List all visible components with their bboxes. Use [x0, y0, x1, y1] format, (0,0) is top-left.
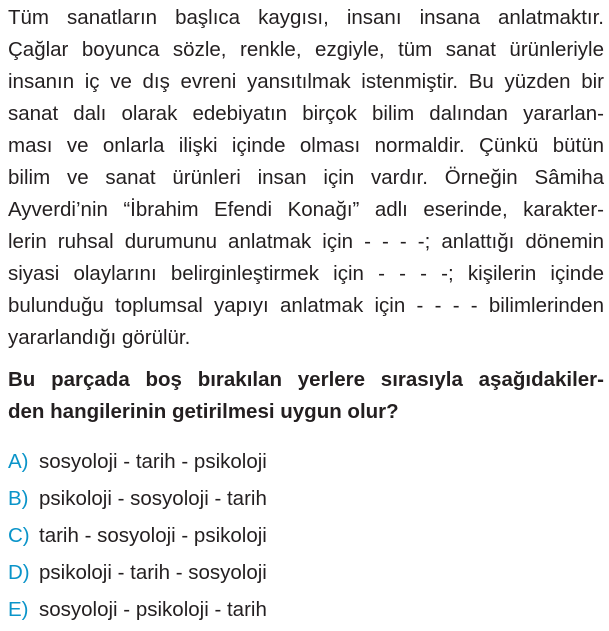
option-a[interactable]	[8, 443, 604, 480]
question-page	[8, 2, 604, 628]
reading-passage	[8, 2, 604, 354]
option-c[interactable]	[8, 517, 604, 554]
passage-line: bilim ve sanat ürünleri insan için vardır. Örneğin Sâmiha	[8, 166, 604, 189]
question-stem	[8, 364, 604, 428]
option-letter: B)	[8, 487, 29, 510]
passage-line: sanat dalı olarak edebiyatın birçok bilim dalından yararlan-	[8, 102, 604, 125]
answer-options	[8, 443, 604, 628]
option-e[interactable]	[8, 591, 604, 628]
passage-line: yararlandığı görülür.	[8, 326, 191, 349]
option-d[interactable]	[8, 554, 604, 591]
option-letter: E)	[8, 598, 29, 621]
question-line: den hangilerinin getirilmesi uygun olur?	[8, 400, 399, 423]
passage-line: bulunduğu toplumsal yapıyı anlatmak için - - - - bilimlerinden	[8, 294, 604, 317]
passage-line: Çağlar boyunca sözle, renkle, ezgiyle, tüm sanat ürünleriyle	[8, 38, 604, 61]
option-text: psikoloji - tarih - sosyoloji	[39, 561, 267, 584]
option-text: psikoloji - sosyoloji - tarih	[39, 487, 267, 510]
passage-line: insanın iç ve dış evreni yansıtılmak istenmiştir. Bu yüzden bir	[8, 70, 604, 93]
passage-line: ması ve onlarla ilişki içinde olması normaldir. Çünkü bütün	[8, 134, 604, 157]
option-letter: C)	[8, 524, 30, 547]
option-letter: D)	[8, 561, 30, 584]
passage-line: Ayverdi’nin “İbrahim Efendi Konağı” adlı eserinde, karakter-	[8, 198, 604, 221]
option-b[interactable]	[8, 480, 604, 517]
passage-line: Tüm sanatların başlıca kaygısı, insanı insana anlatmaktır.	[8, 6, 604, 29]
option-text: sosyoloji - psikoloji - tarih	[39, 598, 267, 621]
option-text: tarih - sosyoloji - psikoloji	[39, 524, 267, 547]
passage-line: siyasi olaylarını belirginleştirmek için - - - -; kişilerin içinde	[8, 262, 604, 285]
option-letter: A)	[8, 450, 29, 473]
passage-line: lerin ruhsal durumunu anlatmak için - - - -; anlattığı dönemin	[8, 230, 604, 253]
option-text: sosyoloji - tarih - psikoloji	[39, 450, 267, 473]
question-line: Bu parçada boş bırakılan yerlere sırasıyla aşağıdakiler-	[8, 368, 604, 391]
